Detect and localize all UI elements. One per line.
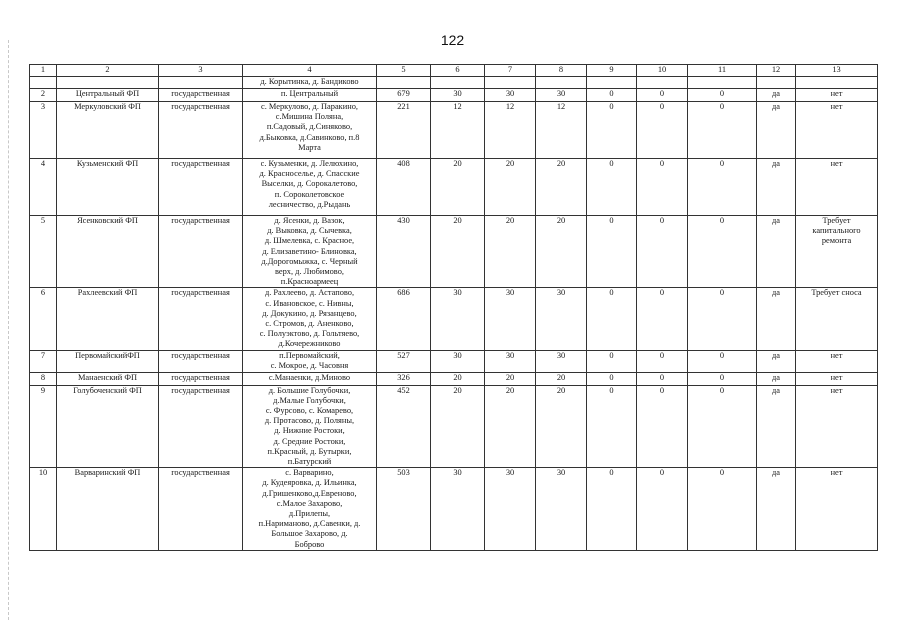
column-header: 9 [587,65,637,77]
ownership-cell: государственная [159,89,243,102]
col9-cell: 0 [587,350,637,372]
col7-cell: 12 [485,102,536,159]
col9-cell: 0 [587,372,637,385]
column-header: 3 [159,65,243,77]
col13-cell: нет [796,159,878,216]
col13-cell: нет [796,385,878,468]
col12-cell: да [757,89,796,102]
settlements-cell: п. Центральный [243,89,377,102]
col8-cell: 20 [536,216,587,288]
row-number-cell: 4 [30,159,57,216]
col12-cell: да [757,385,796,468]
table-row [30,468,878,551]
col8-cell: 30 [536,288,587,350]
table-row [30,159,878,216]
col6-cell: 30 [431,89,485,102]
col13-cell: нет [796,102,878,159]
col5-cell: 430 [377,216,431,288]
row-number-cell: 2 [30,89,57,102]
row-number-cell: 8 [30,372,57,385]
col7-cell: 30 [485,89,536,102]
col9-cell: 0 [587,102,637,159]
table-row [30,216,878,288]
settlements-cell: п.Первомайский, с. Мокрое, д. Часовня [243,350,377,372]
col9-cell: 0 [587,159,637,216]
col10-cell: 0 [637,385,688,468]
col5-cell: 679 [377,89,431,102]
ownership-cell: государственная [159,468,243,551]
col11-cell: 0 [688,468,757,551]
col7-cell: 20 [485,372,536,385]
ownership-cell: государственная [159,385,243,468]
col13-cell: нет [796,350,878,372]
col13-cell: нет [796,372,878,385]
settlements-cell: д. Ясенки, д. Вазок, д. Выковка, д. Сычевка, д. Шмелевка, с. Красное, д. Елизаветино- Блиновка, д.Дорогомыжка, с. Черный верх, д. Любимово, п.Красноармеец [243,216,377,288]
col12-cell: да [757,102,796,159]
col5-cell: 326 [377,372,431,385]
col10-cell: 0 [637,89,688,102]
ownership-cell: государственная [159,288,243,350]
ownership-cell: государственная [159,350,243,372]
column-header: 5 [377,65,431,77]
col7-cell: 20 [485,216,536,288]
column-header: 12 [757,65,796,77]
table-row [30,89,878,102]
ownership-cell: государственная [159,159,243,216]
col10-cell: 0 [637,468,688,551]
col6-cell: 30 [431,468,485,551]
table-row [30,288,878,350]
col11-cell: 0 [688,350,757,372]
col11-cell: 0 [688,102,757,159]
col7-cell: 30 [485,468,536,551]
table-row [30,350,878,372]
column-header: 7 [485,65,536,77]
ownership-cell: государственная [159,102,243,159]
column-header: 2 [57,65,159,77]
col13-cell: нет [796,89,878,102]
row-number-cell: 7 [30,350,57,372]
facility-name-cell: Меркуловский ФП [57,102,159,159]
row-number-cell: 10 [30,468,57,551]
col9-cell: 0 [587,216,637,288]
col8-cell: 30 [536,468,587,551]
col5-cell: 686 [377,288,431,350]
col10-cell: 0 [637,288,688,350]
settlements-cell: с. Кузьменки, д. Лелюхино, д. Красноселье, д. Спасские Выселки, д. Сорокалетово, п. Сороколетовское лесничество, д.Рыдань [243,159,377,216]
col9-cell: 0 [587,385,637,468]
settlements-cell: с.Манаенки, д.Миново [243,372,377,385]
col7-cell: 30 [485,288,536,350]
col10-cell: 0 [637,102,688,159]
col6-cell: 30 [431,350,485,372]
facility-name-cell: Манаенский ФП [57,372,159,385]
facility-name-cell: Голубоченский ФП [57,385,159,468]
col6-cell: 20 [431,385,485,468]
column-header: 6 [431,65,485,77]
column-header: 13 [796,65,878,77]
margin-scan-line [8,40,9,620]
column-header: 4 [243,65,377,77]
col12-cell: да [757,159,796,216]
col5-cell: 503 [377,468,431,551]
col8-cell: 30 [536,350,587,372]
column-header: 1 [30,65,57,77]
col8-cell: 20 [536,159,587,216]
settlements-cell: д. Корытинка, д. Бандиково [243,77,377,89]
column-header: 10 [637,65,688,77]
col11-cell: 0 [688,385,757,468]
col10-cell: 0 [637,216,688,288]
col12-cell: да [757,468,796,551]
col10-cell: 0 [637,372,688,385]
page-number: 122 [440,32,465,48]
facility-name-cell: Ясенковский ФП [57,216,159,288]
row-number-cell: 9 [30,385,57,468]
col11-cell: 0 [688,288,757,350]
facility-name-cell: Рахлеевский ФП [57,288,159,350]
facility-name-cell: Варваринский ФП [57,468,159,551]
col9-cell: 0 [587,89,637,102]
settlements-cell: с. Меркулово, д. Паракино, с.Мишина Поляна, п.Садовый, д.Синяково, д.Быковка, д.Савинково, п.8 Марта [243,102,377,159]
col6-cell: 20 [431,159,485,216]
col12-cell: да [757,372,796,385]
col5-cell: 408 [377,159,431,216]
col12-cell: да [757,216,796,288]
facilities-table [29,64,878,551]
col12-cell: да [757,288,796,350]
col7-cell: 20 [485,159,536,216]
facility-name-cell: Центральный ФП [57,89,159,102]
ownership-cell: государственная [159,372,243,385]
col6-cell: 20 [431,216,485,288]
facility-name-cell: ПервомайскийФП [57,350,159,372]
col5-cell: 221 [377,102,431,159]
col13-cell: Требует сноса [796,288,878,350]
col12-cell: да [757,350,796,372]
col5-cell: 527 [377,350,431,372]
carryover-row [30,77,878,89]
col8-cell: 12 [536,102,587,159]
col7-cell: 20 [485,385,536,468]
column-header: 8 [536,65,587,77]
ownership-cell: государственная [159,216,243,288]
col6-cell: 30 [431,288,485,350]
row-number-cell: 5 [30,216,57,288]
table-row [30,102,878,159]
col11-cell: 0 [688,89,757,102]
col11-cell: 0 [688,159,757,216]
col6-cell: 12 [431,102,485,159]
settlements-cell: д. Рахлеево, д. Астапово, с. Ивановское, с. Нивны, д. Докукино, д. Рязанцево, с. Стромов, д. Аненково, с. Полуэктово, д. Гольтяево, д.Кочережниково [243,288,377,350]
col9-cell: 0 [587,288,637,350]
col13-cell: нет [796,468,878,551]
settlements-cell: д. Большие Голубочки, д.Малые Голубочки, с. Фурсово, с. Комарево, д. Протасово, д. Поляны, д. Нижние Ростоки, д. Средние Ростоки, п.Красный, д. Бутырки, п.Батурский [243,385,377,468]
col10-cell: 0 [637,159,688,216]
col5-cell: 452 [377,385,431,468]
col9-cell: 0 [587,468,637,551]
facility-name-cell: Кузьменский ФП [57,159,159,216]
col11-cell: 0 [688,372,757,385]
col11-cell: 0 [688,216,757,288]
row-number-cell: 3 [30,102,57,159]
col8-cell: 20 [536,385,587,468]
col8-cell: 30 [536,89,587,102]
col6-cell: 20 [431,372,485,385]
table-row [30,372,878,385]
col8-cell: 20 [536,372,587,385]
row-number-cell: 6 [30,288,57,350]
col7-cell: 30 [485,350,536,372]
table-row [30,385,878,468]
col13-cell: Требует капитального ремонта [796,216,878,288]
column-number-row [30,65,878,77]
settlements-cell: с. Варварино, д. Кудеяровка, д. Ильинка, д.Гришенково,д.Евреново, с.Малое Захарово, д.Прилепы, п.Нариманово, д.Савенки, д. Большое Захарово, д. Боброво [243,468,377,551]
column-header: 11 [688,65,757,77]
col10-cell: 0 [637,350,688,372]
